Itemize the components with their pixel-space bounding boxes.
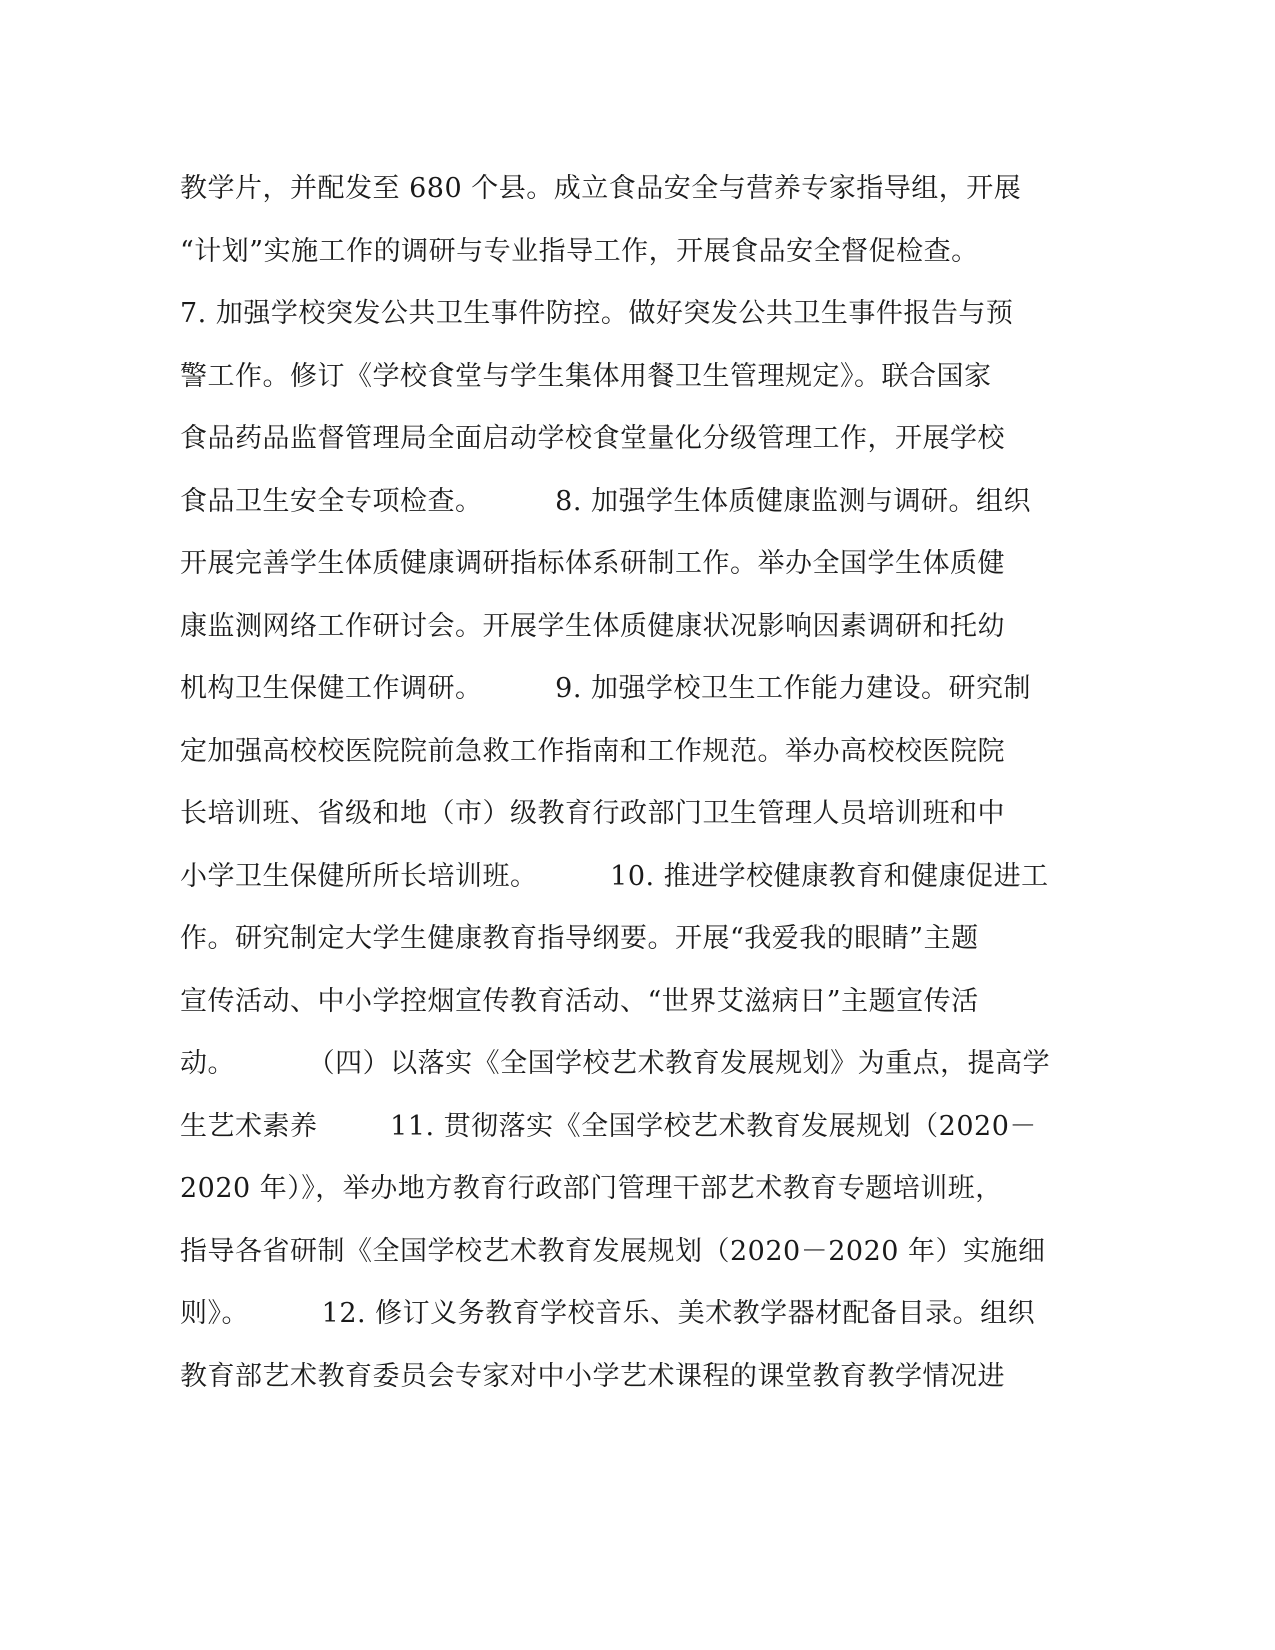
text-line: 教学片，并配发至 680 个县。成立食品安全与营养专家指导组，开展 [180, 173, 1022, 204]
text-line: 则》。 12. 修订义务教育学校音乐、美术教学器材配备目录。组织 [180, 1298, 1036, 1329]
text-line: 作。研究制定大学生健康教育指导纲要。开展“我爱我的眼睛”主题 [180, 923, 979, 954]
text-line: 机构卫生保健工作调研。 9. 加强学校卫生工作能力建设。研究制 [180, 673, 1032, 704]
body-text [180, 158, 1051, 1408]
text-line: 2020 年）》，举办地方教育行政部门管理干部艺术教育专题培训班， [180, 1173, 1003, 1204]
text-line: 警工作。修订《学校食堂与学生集体用餐卫生管理规定》。联合国家 [180, 360, 992, 392]
text-line: 宣传活动、中小学控烟宣传教育活动、“世界艾滋病日”主题宣传活 [180, 985, 979, 1017]
text-line: “计划”实施工作的调研与专业指导工作，开展食品安全督促检查。 [180, 235, 979, 267]
text-line: 生艺术素养 11. 贯彻落实《全国学校艺术教育发展规划（2020－ [180, 1110, 1037, 1142]
text-line: 动。 （四）以落实《全国学校艺术教育发展规划》为重点，提高学 [180, 1048, 1051, 1079]
text-line: 定加强高校校医院院前急救工作指南和工作规范。举办高校校医院院 [180, 735, 1005, 767]
text-line: 7. 加强学校突发公共卫生事件防控。做好突发公共卫生事件报告与预 [180, 298, 1014, 329]
text-line: 长培训班、省级和地（市）级教育行政部门卫生管理人员培训班和中 [180, 798, 1005, 829]
text-line: 教育部艺术教育委员会专家对中小学艺术课程的课堂教育教学情况进 [180, 1360, 1005, 1392]
text-line: 食品药品监督管理局全面启动学校食堂量化分级管理工作，开展学校 [180, 423, 1005, 454]
text-line: 指导各省研制《全国学校艺术教育发展规划（2020－2020 年）实施细 [180, 1235, 1046, 1267]
text-line: 食品卫生安全专项检查。 8. 加强学生体质健康监测与调研。组织 [180, 485, 1032, 517]
text-line: 小学卫生保健所所长培训班。 10. 推进学校健康教育和健康促进工 [180, 860, 1049, 892]
text-line: 开展完善学生体质健康调研指标体系研制工作。举办全国学生体质健 [180, 548, 1005, 579]
text-line: 康监测网络工作研讨会。开展学生体质健康状况影响因素调研和托幼 [180, 610, 1005, 642]
